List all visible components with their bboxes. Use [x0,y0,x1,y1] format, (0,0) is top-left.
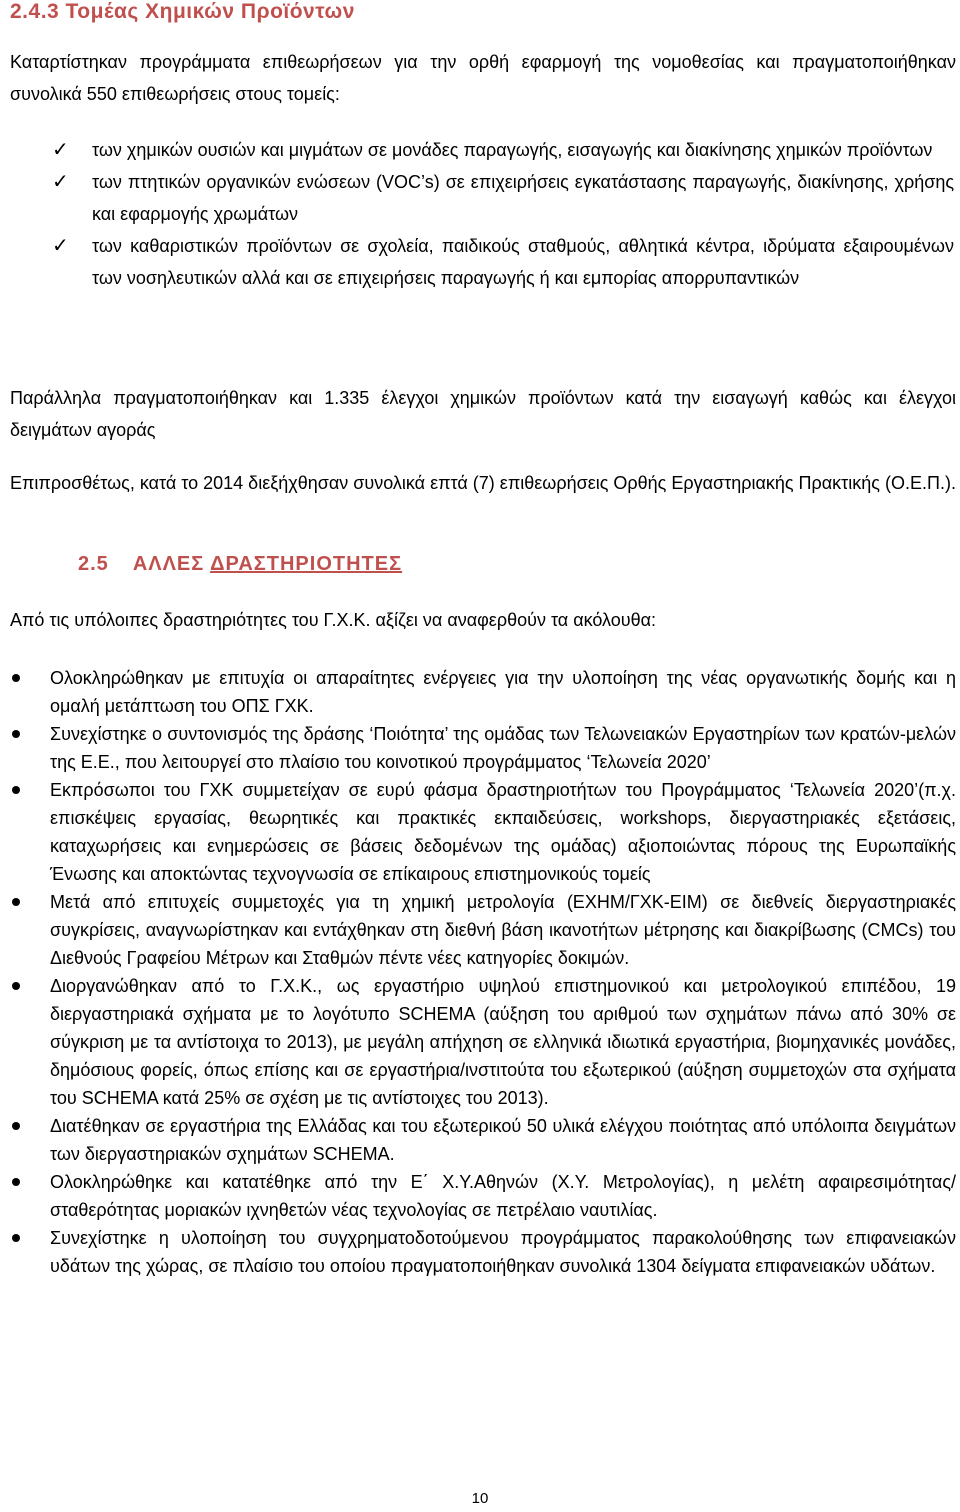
activities-bullet-list [0,664,960,1280]
page-number: 10 [471,1490,489,1507]
check-item-text: των χημικών ουσιών και μιγμάτων σε μονάδες παραγωγής, εισαγωγής και διακίνησης χημικών προϊόντων [92,140,933,160]
bullet-dot-icon [12,674,20,682]
bullet-item-text: Ολοκληρώθηκε και κατατέθηκε από την Ε΄ Χ.Υ.Αθηνών (Χ.Υ. Μετρολογίας), η μελέτη αφαιρεσιμότητας/σταθερότητας μοριακών ιχνηθετών νέας τεχνολογίας σε πετρέλαιο ναυτιλίας. [50,1172,956,1220]
bullet-dot-icon [12,786,20,794]
intro-paragraph: Καταρτίστηκαν προγράμματα επιθεωρήσεων για την ορθή εφαρμογή της νομοθεσίας και πραγματοποιήθηκαν συνολικά 550 επιθεωρήσεις στους τομείς: [10,52,956,104]
section-title-underlined: ΔΡΑΣΤΗΡΙΟΤΗΤΕΣ [210,553,403,575]
bullet-dot-icon [12,1234,20,1242]
section-number: 2.5 [78,553,109,575]
section-2-5-heading [78,553,402,576]
bullet-list-item [0,776,956,888]
section-title-plain: ΑΛΛΕΣ [132,553,211,575]
check-item-text: των πτητικών οργανικών ενώσεων (VOC’s) σε επιχειρήσεις εγκατάστασης παραγωγής, διακίνησης, χρήσης και εφαρμογής χρωμάτων [92,172,954,224]
check-list-item [0,230,954,294]
bullet-list-item [0,1224,956,1280]
check-mark-icon: ✓ [52,233,69,257]
bullet-dot-icon [12,730,20,738]
check-mark-icon: ✓ [52,137,69,161]
check-mark-icon: ✓ [52,169,69,193]
bullet-item-text: Μετά από επιτυχείς συμμετοχές για τη χημική μετρολογία (ΕΧΗΜ/ΓΧΚ-ΕΙΜ) σε διεθνείς διεργαστηριακές συγκρίσεις, αναγνωρίστηκαν και εντάχθηκαν στη διεθνή βάση ικανοτήτων μέτρησης και διακρίβωσης (CMCs) του Διεθνούς Γραφείου Μέτρων και Σταθμών πέντε νέες κατηγορίες δοκιμών. [50,892,956,968]
bullet-item-text: Συνεχίστηκε ο συντονισμός της δράσης ‘Ποιότητα’ της ομάδας των Τελωνειακών Εργαστηρίων των κρατών-μελών της Ε.Ε., που λειτουργεί στο πλαίσιο του κοινοτικού προγράμματος ‘Τελωνεία 2020’ [50,724,956,772]
parallel-checks-paragraph: Παράλληλα πραγματοποιήθηκαν και 1.335 έλεγχοι χημικών προϊόντων κατά την εισαγωγή καθώς και έλεγχοι δειγμάτων αγοράς [10,388,956,440]
check-list-item [0,134,954,166]
check-list-item [0,166,954,230]
check-item-text: των καθαριστικών προϊόντων σε σχολεία, παιδικούς σταθμούς, αθλητικά κέντρα, ιδρύματα εξαιρουμένων των νοσηλευτικών αλλά και σε επιχειρήσεις παραγωγής ή και εμπορίας απορρυπαντικών [92,236,954,288]
bullet-list-item [0,972,956,1112]
section-title [133,553,402,575]
bullet-list-item [0,888,956,972]
bullet-item-text: Διοργανώθηκαν από το Γ.Χ.Κ., ως εργαστήριο υψηλού επιστημονικού και μετρολογικού επιπέδου, 19 διεργαστηριακά σχήματα με το λογότυπο SCHEMA (αύξηση του αριθμού των σχημάτων πάνω από 30% σε σύγκριση με τα αντίστοιχα το 2013), με μεγάλη απήχηση σε ελληνικά ιδιωτικά εργαστήρια, βιομηχανικές μονάδες, δημόσιους φορείς, όπως επίσης και σε εργαστήρια/ινστιτούτα του εξωτερικού (αύξηση συμμετοχών στα σχήματα του SCHEMA κατά 25% σε σχέση με τις αντίστοιχες του 2013). [50,976,956,1108]
bullet-item-text: Ολοκληρώθηκαν με επιτυχία οι απαραίτητες ενέργειες για την υλοποίηση της νέας οργανωτικής δομής και η ομαλή μετάπτωση του ΟΠΣ ΓΧΚ. [50,668,956,716]
bullet-dot-icon [12,1122,20,1130]
bullet-dot-icon [12,898,20,906]
bullet-dot-icon [12,982,20,990]
bullet-item-text: Εκπρόσωποι του ΓΧΚ συμμετείχαν σε ευρύ φάσμα δραστηριοτήτων του Προγράμματος ‘Τελωνεία 2020’(π.χ. επισκέψεις εργασίας, θεωρητικές και πρακτικές εκπαιδεύσεις, workshops, διεργαστηριακές εξετάσεις, καταχωρήσεις και ενημερώσεις σε βάσεις δεδομένων της ομάδας) αξιοποιώντας πόρους της Ευρωπαϊκής Ένωσης και αποκτώντας τεχνογνωσία σε επίκαιρους επιστημονικούς τομείς [50,780,956,884]
other-activities-paragraph: Από τις υπόλοιπες δραστηριότητες του Γ.Χ.Κ. αξίζει να αναφερθούν τα ακόλουθα: [10,610,657,630]
bullet-list-item [0,720,956,776]
bullet-item-text: Διατέθηκαν σε εργαστήρια της Ελλάδας και του εξωτερικού 50 υλικά ελέγχου ποιότητας από υπόλοιπα δειγμάτων των διεργαστηριακών σχημάτων SCHEMA. [50,1116,956,1164]
bullet-list-item [0,1112,956,1168]
bullet-item-text: Συνεχίστηκε η υλοποίηση του συγχρηματοδοτούμενου προγράμματος παρακολούθησης των επιφανειακών υδάτων της χώρας, σε πλαίσιο του οποίου πραγματοποιήθηκαν συνολικά 1304 δείγματα επιφανειακών υδάτων. [50,1228,956,1276]
section-heading: 2.4.3 Τομέας Χημικών Προϊόντων [10,0,355,23]
inspection-sectors-list [0,134,960,294]
additional-inspections-paragraph: Επιπροσθέτως, κατά το 2014 διεξήχθησαν συνολικά επτά (7) επιθεωρήσεις Ορθής Εργαστηριακής Πρακτικής (Ο.Ε.Π.). [10,473,956,493]
bullet-list-item [0,1168,956,1224]
bullet-dot-icon [12,1178,20,1186]
bullet-list-item [0,664,956,720]
